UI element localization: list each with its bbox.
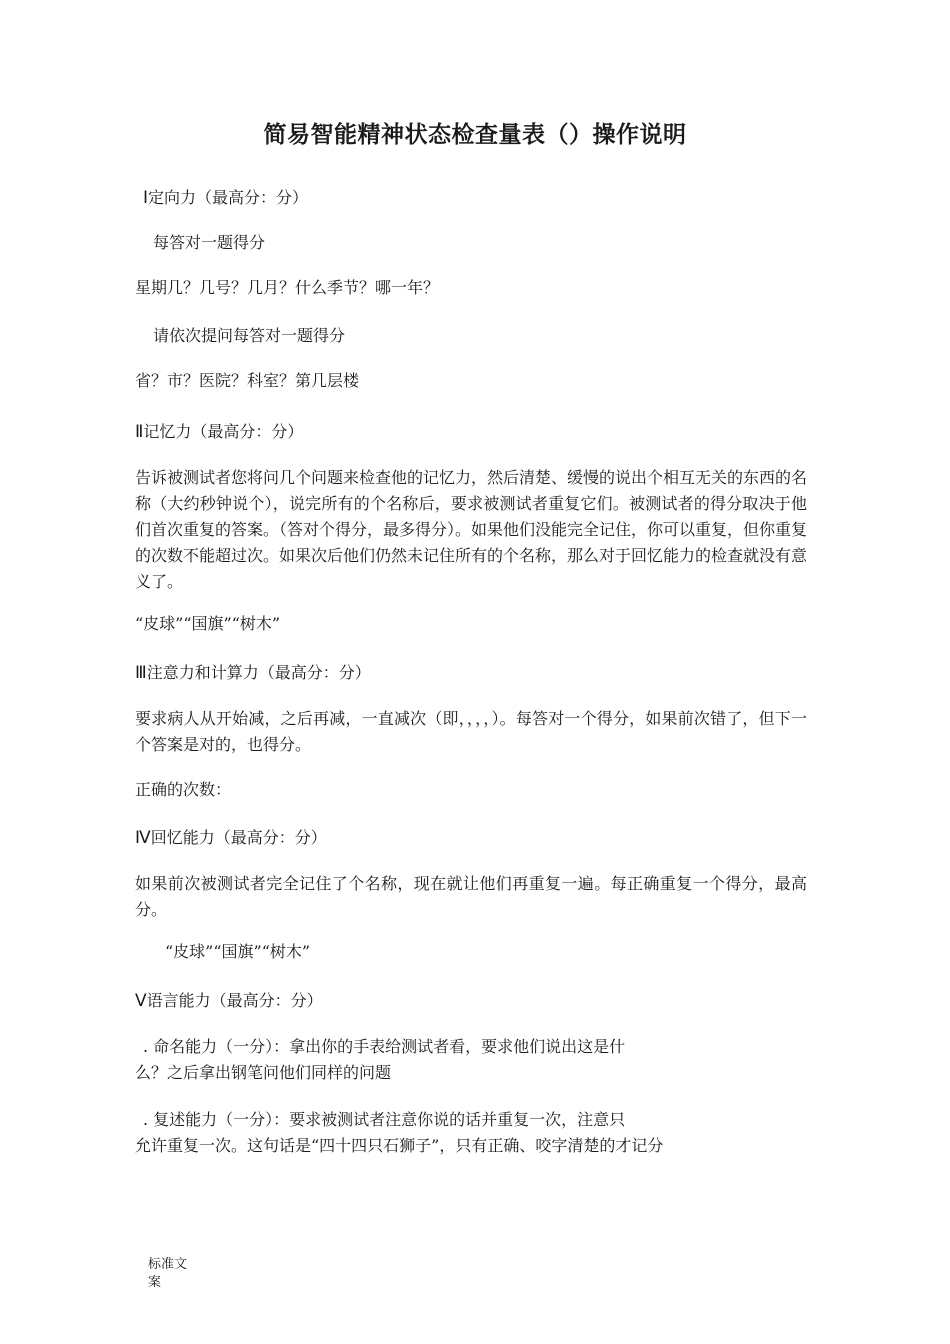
footer-line-2: 案 bbox=[148, 1275, 162, 1290]
section-1-heading bbox=[143, 186, 308, 210]
section-2-heading bbox=[135, 420, 303, 444]
section-2-numeral: Ⅱ bbox=[135, 422, 144, 442]
section-1-line-1: 每答对一题得分 bbox=[153, 233, 266, 252]
document-title: 简易智能精神状态检查量表（）操作说明 bbox=[263, 122, 687, 148]
section-3-heading bbox=[135, 661, 371, 685]
section-5-item-2-line-1: . 复述能力（一分）：要求被测试者注意你说的话并重复一次，注意只 bbox=[143, 1110, 626, 1129]
section-5-heading bbox=[135, 989, 323, 1013]
section-5-numeral: Ⅴ bbox=[135, 991, 147, 1011]
section-5-item-1-line-1: . 命名能力（一分）：拿出你的手表给测试者看，要求他们说出这是什 bbox=[143, 1037, 626, 1056]
section-3-heading-text: 注意力和计算力（最高分：分） bbox=[146, 663, 371, 682]
page-footer bbox=[148, 1256, 198, 1292]
section-1-heading-text: 定向力（最高分：分） bbox=[148, 188, 309, 207]
section-4-heading-text: 回忆能力（最高分：分） bbox=[150, 828, 327, 847]
section-3-line: 正确的次数： bbox=[135, 780, 232, 799]
section-2-words: “皮球”“国旗”“树木” bbox=[135, 614, 281, 633]
section-3-paragraph: 要求病人从开始减，之后再减，一直减次（即，，，，）。每答对一个得分，如果前次错了，但下一个答案是对的，也得分。 bbox=[135, 709, 807, 754]
section-4-numeral: Ⅳ bbox=[135, 828, 151, 848]
section-5-item-2-line-2: 允许重复一次。这句话是“四十四只石狮子”，只有正确、咬字清楚的才记分 bbox=[135, 1136, 664, 1155]
section-1-line-4: 省？市？医院？科室？第几层楼 bbox=[135, 371, 360, 390]
section-4-words: “皮球”“国旗”“树木” bbox=[165, 942, 311, 961]
section-3-numeral: Ⅲ bbox=[135, 663, 147, 683]
section-1-line-3: 请依次提问每答对一题得分 bbox=[153, 326, 346, 345]
section-2-paragraph: 告诉被测试者您将问几个问题来检查他的记忆力，然后清楚、缓慢的说出个相互无关的东西的名称（大约秒钟说个），说完所有的个名称后，要求被测试者重复它们。被测试者的得分取决于他们首次重复的答案。（答对个得分，最多得分）。如果他们没能完全记住，你可以重复，但你重复的次数不能超过次。如果次后他们仍然未记住所有的个名称，那么对于回忆能力的检查就没有意义了。 bbox=[135, 468, 808, 591]
section-1-numeral: Ⅰ bbox=[143, 188, 149, 208]
section-5-heading-text: 语言能力（最高分：分） bbox=[146, 991, 323, 1010]
section-4-heading bbox=[135, 826, 327, 850]
section-4-paragraph: 如果前次被测试者完全记住了个名称，现在就让他们再重复一遍。每正确重复一个得分，最高分。 bbox=[135, 874, 807, 919]
section-1-line-2: 星期几？几号？几月？什么季节？哪一年？ bbox=[135, 278, 440, 297]
footer-line-1: 标准文 bbox=[148, 1257, 188, 1272]
section-5-item-1-line-2: 么？之后拿出钢笔问他们同样的问题 bbox=[135, 1063, 392, 1082]
section-2-heading-text: 记忆力（最高分：分） bbox=[143, 422, 304, 441]
